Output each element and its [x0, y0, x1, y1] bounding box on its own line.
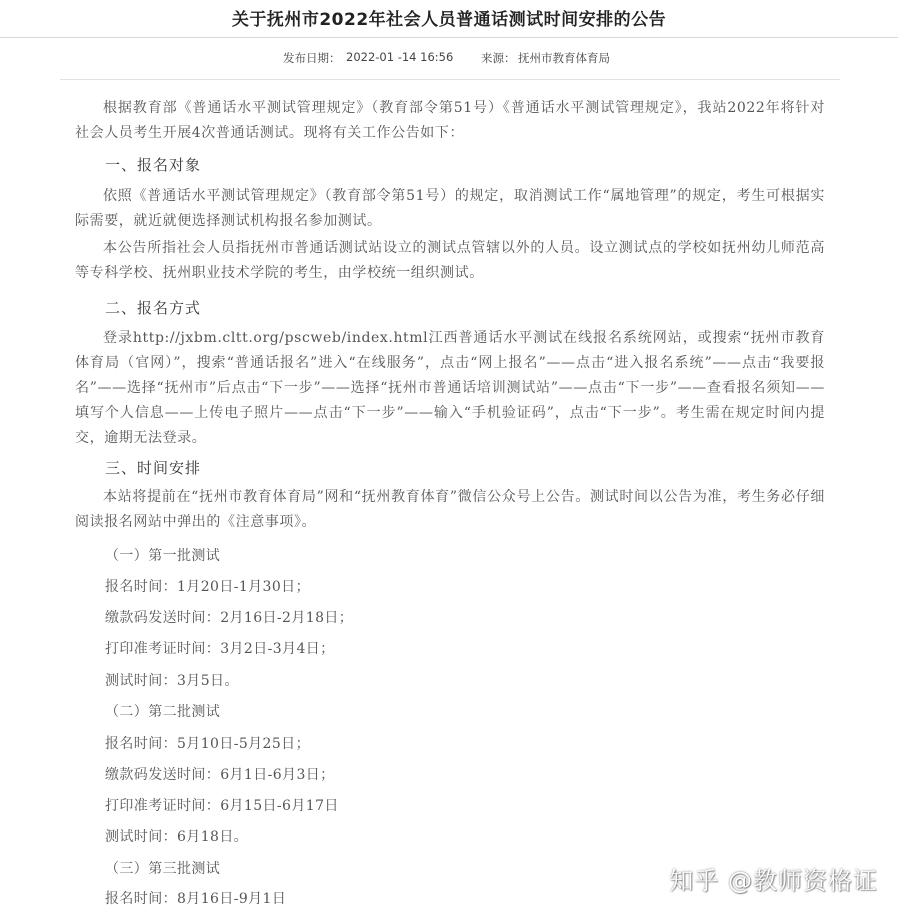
- section-3-paragraph-1: 本站将提前在“抚州市教育体育局”网和“抚州教育体育”微信公众号上公告。测试时间以公告为准，考生务必仔细阅读报名网站中弹出的《注意事项》。: [75, 489, 825, 530]
- article-title: 关于抚州市2022年社会人员普通话测试时间安排的公告: [231, 10, 667, 30]
- section-1-paragraph-2: 本公告所指社会人员指抚州市普通话测试站设立的测试点管辖以外的人员。设立测试点的学校如抚州幼儿师范高等专科学校、抚州职业技术学院的考生，由学校统一组织测试。: [75, 240, 825, 281]
- batch-1-line: 报名时间：1月20日-1月30日；: [105, 579, 310, 595]
- section-heading-1: 一、报名对象: [105, 156, 202, 174]
- batch-3-title: （三）第三批测试: [105, 861, 221, 877]
- batch-2-line: 缴款码发送时间：6月1日-6月3日；: [105, 767, 335, 783]
- batch-3-line: 报名时间：8月16日-9月1日: [105, 891, 287, 907]
- meta-divider: [60, 79, 840, 80]
- section-heading-3: 三、时间安排: [105, 459, 202, 477]
- batch-2-title: （二）第二批测试: [105, 704, 221, 720]
- batch-2-line: 打印准考证时间：6月15日-6月17日: [105, 798, 339, 814]
- batch-1-line: 打印准考证时间：3月2日-3月4日；: [105, 641, 335, 657]
- batch-1-title: （一）第一批测试: [105, 548, 221, 564]
- publish-date: 2022-01 -14 16:56: [346, 50, 454, 64]
- section-heading-2: 二、报名方式: [105, 299, 202, 317]
- section-1-paragraph-1: 依照《普通话水平测试管理规定》（教育部令第51号）的规定，取消测试工作“属地管理”的规定，考生可根据实际需要，就近就便选择测试机构报名参加测试。: [75, 188, 825, 229]
- zhihu-watermark: 知乎 @教师资格证: [669, 867, 878, 895]
- intro-paragraph: 根据教育部《普通话水平测试管理规定》（教育部令第51号）《普通话水平测试管理规定》，我站2022年将针对社会人员考生开展4次普通话测试。现将有关工作公告如下：: [75, 100, 825, 141]
- publish-date-label: 发布日期：: [283, 51, 341, 65]
- title-divider: [0, 37, 898, 38]
- batch-1-line: 缴款码发送时间：2月16日-2月18日；: [105, 610, 354, 626]
- batch-2-line: 测试时间：6月18日。: [105, 829, 249, 845]
- source: 抚州市教育体育局: [518, 51, 610, 65]
- source-label: 来源：: [481, 51, 516, 65]
- batch-2-line: 报名时间：5月10日-5月25日；: [105, 736, 310, 752]
- batch-1-line: 测试时间：3月5日。: [105, 673, 239, 689]
- section-2-paragraph-1: 登录http://jxbm.cltt.org/pscweb/index.html江西普通话水平测试在线报名系统网站，或搜索“抚州市教育体育局（官网）”，搜索“普通话报名”进入“在线服务”，点击“网上报名”——点击“进入报名系统”——点击“我要报名”——选择“抚州市”后点击“下一步”——选择“抚州市普通话培训测试站”——点击“下一步”——查看报名须知——填写个人信息——上传电子照片——点击“下一步”——输入“手机验证码”，点击“下一步”。考生需在规定时间内提交，逾期无法登录。: [75, 330, 825, 446]
